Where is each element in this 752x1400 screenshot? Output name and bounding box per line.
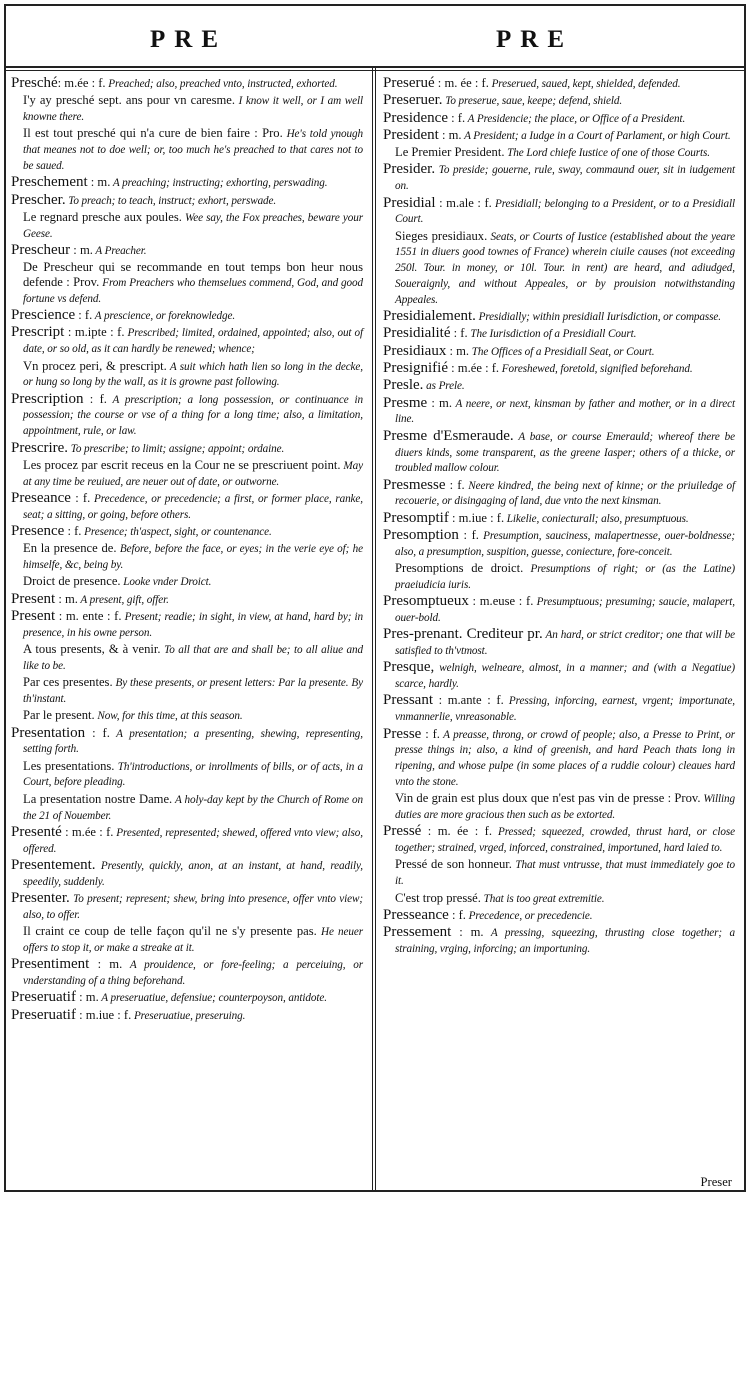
english-gloss: Presented, represented; shewed, offered vnto view; also, offered. [23, 826, 363, 855]
headword: Prescription [11, 390, 84, 407]
dictionary-entry [383, 478, 735, 510]
english-gloss: Preached; also, preached vnto, instructed, exhorted. [105, 78, 338, 90]
grammar-note: : m.ale : f. [435, 195, 492, 210]
english-gloss: Present; readie; in sight, in view, at hand, hard by; in presence, in his owne person. [23, 611, 363, 639]
dictionary-entry [11, 76, 363, 92]
grammar-note: : m.ée : f. [61, 824, 114, 839]
english-gloss: The Offices of a Presidiall Seat, or Court. [469, 345, 655, 358]
dictionary-entry [383, 429, 735, 476]
headword: Presme [383, 394, 428, 411]
english-gloss: A Presidencie; the place, or Office of a President. [465, 112, 686, 125]
headword: Presentation [11, 724, 86, 741]
dictionary-entry [383, 128, 735, 144]
dictionary-entry [383, 627, 735, 659]
headword: Presenter. [11, 890, 70, 907]
grammar-note: : m.iue : f. [448, 510, 505, 525]
dictionary-entry [11, 726, 363, 758]
sub-entry [383, 229, 735, 308]
dictionary-entry [11, 308, 363, 324]
sub-entry [11, 541, 363, 573]
headword: Presmesse [383, 476, 446, 493]
english-gloss: To preserue, saue, keepe; defend, shield. [442, 95, 623, 108]
dictionary-entry [383, 111, 735, 127]
dictionary-entry [383, 309, 735, 325]
grammar-note: : m. [446, 343, 470, 358]
french-phrase: Les presentations. [23, 758, 115, 773]
sub-entry [11, 574, 363, 590]
headword: Preseance [11, 489, 71, 506]
sub-entry [383, 561, 735, 593]
english-gloss: He's told ynough that meanes not to doe well; or, too much he's preached to that cares not to be saued. [23, 128, 363, 172]
english-gloss: The Lord chiefe Iustice of one of those Courts. [504, 147, 710, 160]
headword: Pressement [383, 924, 452, 941]
grammar-note: : f. [64, 524, 82, 539]
english-gloss: Likelie, coniecturall; also, presumptuous. [504, 512, 689, 525]
headword: Pressant [383, 692, 433, 709]
sub-entry [11, 675, 363, 707]
english-gloss: Precedence, or precedencie; a first, or former place, ranke, seat; a sitting, or going, before others. [23, 492, 363, 521]
dictionary-entry [11, 243, 363, 259]
english-gloss: Presently, quickly, anon, at an instant, at hand, readily, speedily, suddenly. [23, 859, 363, 888]
grammar-note: : m. [70, 242, 93, 257]
sub-entry [11, 93, 363, 125]
headword: Presence [11, 523, 65, 540]
headword: Presidialement. [383, 308, 476, 325]
dictionary-entry [11, 990, 363, 1006]
dictionary-entry [11, 193, 363, 209]
english-gloss: welnigh, welneare, almost, in a manner; and (with a Negatiue) scarce, hardly. [395, 662, 735, 691]
english-gloss: Presumption, sauciness, malapertnesse, ouer-boldnesse; also, a presumption, suspition, guesse, coniecture, fore-conceit. [395, 530, 735, 558]
sub-entry [11, 359, 363, 391]
english-gloss: A holy-day kept by the Church of Rome on the 21 of Nouember. [23, 793, 363, 822]
dictionary-entry [383, 908, 735, 924]
english-gloss: Th'introductions, or inrollments of bills, or of acts, in a Court, before pleading. [23, 760, 363, 789]
grammar-note: : f. [83, 391, 107, 406]
french-phrase: C'est trop pressé. [395, 890, 481, 905]
english-gloss: Preserued, saued, kept, shielded, defended. [488, 78, 681, 90]
english-gloss: Prescribed; limited, ordained, appointed; also, out of date, or so old, as it can hardly be renewed; whence; [23, 327, 363, 356]
dictionary-entry [11, 858, 363, 890]
french-phrase: Sieges presidiaux. [395, 228, 488, 243]
headword: Presider. [383, 161, 436, 178]
headword: Prescheur [11, 241, 71, 258]
english-gloss: By these presents, or present letters: Par la presente. By th'instant. [23, 677, 364, 705]
headword: President [383, 126, 439, 143]
french-phrase: De Prescheur qui se recommande en tout temps bon heur nous defende : Prov. [23, 260, 363, 290]
dictionary-entry [383, 824, 735, 856]
english-gloss: Presidially; within presidiall Iurisdiction, or compasse. [475, 311, 721, 324]
headword: Presomptif [383, 509, 449, 526]
headword: Pres-prenant. Crediteur pr. [383, 626, 543, 643]
english-gloss: as Prele. [423, 380, 465, 393]
french-phrase: Pressé de son honneur. [395, 857, 512, 872]
grammar-note: : f. [447, 110, 466, 125]
english-gloss: Foreshewed, foretold, signified beforehand. [499, 363, 693, 376]
grammar-note: : m. [87, 175, 111, 190]
sub-entry [11, 792, 363, 824]
dictionary-entry [11, 891, 363, 923]
dictionary-entry [11, 957, 363, 989]
english-gloss: To preside; gouerne, rule, sway, commaund ouer, sit in iudgement on. [395, 164, 735, 193]
headword: Preseruatif [11, 1006, 76, 1023]
column-divider-inner [375, 66, 376, 1192]
english-gloss: A suit which hath lien so long in the decke, or hung so long by the wall, as it is growne past following. [23, 360, 363, 389]
dictionary-entry [383, 344, 735, 360]
sub-entry [11, 126, 363, 173]
english-gloss: A President; a Iudge in a Court of Parlament, or high Court. [461, 129, 731, 142]
french-phrase: Le Premier President. [395, 145, 505, 160]
dictionary-entry [383, 361, 735, 377]
grammar-note: : m. ente : f. [55, 609, 122, 623]
english-gloss: Pressed; squeezed, crowded, thrust hard, or close together; strained, vrged, inforced, constrained, importuned, hard laied to. [395, 826, 735, 855]
headword: Presidialité [383, 325, 451, 342]
french-phrase: Vn procez peri, & prescript. [23, 358, 167, 373]
english-gloss: Neere kindred, the being next of kinne; or the priuiledge of recouerie, or disingaging of land, due vnto the next kinsman. [395, 479, 736, 508]
sub-entry [11, 759, 363, 791]
french-phrase: Il craint ce coup de telle façon qu'il ne s'y presente pas. [23, 924, 317, 939]
grammar-note: : m.euse : f. [468, 594, 534, 609]
english-gloss: Precedence, or precedencie. [465, 909, 593, 922]
grammar-note: : f. [450, 326, 468, 341]
english-gloss: A preseruatiue, defensiue; counterpoyson, antidote. [98, 992, 327, 1005]
english-gloss: Looke vnder Droict. [120, 576, 212, 589]
english-gloss: A prescience, or foreknowledge. [92, 310, 236, 323]
grammar-note: : m.ipte : f. [64, 325, 125, 340]
dictionary-entry [383, 93, 735, 109]
headword: Presentiment [11, 956, 90, 973]
english-gloss: A pressing, squeezing, thrusting close together; a straining, vrging, inforcing; an importuning. [395, 927, 735, 955]
sub-entry [383, 791, 735, 823]
english-gloss: From Preachers who themselues commend, God, and good fortune vs defend. [23, 277, 363, 305]
english-gloss: A preasse, throng, or crowd of people; also, a Presse to Print, or presse things in; also, a kind of greenish, and hard Peach thats long in ripening, and whose pulpe (in some places of a ruddie colour) cleaues hard vnto the stone. [395, 728, 735, 788]
english-gloss: That is too great extremitie. [480, 892, 605, 905]
sub-entry [11, 642, 363, 674]
french-phrase: La presentation nostre Dame. [23, 791, 173, 806]
french-phrase: Les procez par escrit receus en la Cour ne se prescriuent point. [23, 457, 341, 472]
headword: Presentement. [11, 856, 96, 873]
french-phrase: Presomptions de droict. [395, 561, 524, 576]
grammar-note: : m. [55, 591, 78, 606]
english-gloss: Before, before the face, or eyes; in the verie eye of; he himselfe, &c, being by. [23, 543, 363, 572]
dictionary-entry [383, 511, 735, 527]
grammar-note: : f. [85, 725, 110, 740]
headword: Preseruatif [11, 989, 76, 1006]
headword: Prescher. [11, 191, 66, 208]
english-gloss: The Iurisdiction of a Presidiall Court. [467, 328, 637, 341]
headword: Pressé [383, 823, 422, 840]
dictionary-entry [11, 592, 363, 608]
french-phrase: Vin de grain est plus doux que n'est pas vin de presse : Prov. [395, 791, 701, 806]
sub-entry [383, 857, 735, 889]
headword: Prescience [11, 307, 76, 324]
running-head-right: PRE [496, 26, 573, 53]
right-column [383, 76, 735, 958]
headword: Presché [11, 75, 58, 91]
grammar-note: : m. [89, 957, 123, 972]
english-gloss: A prescription; a long possession, or continuance in possession; the course or vse of a thing for a long time; also, a limitation, appointment, rule, or law. [23, 393, 363, 438]
english-gloss: Seats, or Courts of Iustice (established about the yeare 1551 in diuers good townes of France) wherein ciuile causes (not exceeding 250l. Tour. in money, or 10l. Tour. in rent) are heard, and adiudged, Soueraignly, and without Appeales, or by prouision notwithstanding Appeales. [395, 230, 735, 306]
sub-entry [383, 145, 735, 161]
grammar-note: : m. ée : f. [434, 76, 489, 90]
sub-entry [383, 891, 735, 907]
headword: Presenté [11, 823, 62, 840]
english-gloss: A presentation; a presenting, shewing, representing, setting forth. [23, 727, 364, 756]
english-gloss: Presence; th'aspect, sight, or countenance. [81, 526, 272, 539]
grammar-note: : f. [458, 528, 479, 543]
dictionary-entry [11, 175, 363, 191]
dictionary-entry [11, 609, 363, 641]
grammar-note: : m.ée : f. [448, 361, 500, 376]
headword: Preschement [11, 174, 88, 191]
english-gloss: Presumptions of right; or (as the Latine) praeiudicia iuris. [395, 563, 735, 591]
dictionary-entry [11, 325, 363, 357]
english-gloss: To prescribe; to limit; assigne; appoint; ordaine. [68, 442, 285, 455]
dictionary-entry [11, 1008, 363, 1024]
dictionary-entry [383, 76, 735, 92]
english-gloss: Preseruatiue, preseruing. [131, 1009, 246, 1022]
dictionary-entry [11, 524, 363, 540]
dictionary-entry [383, 925, 735, 957]
english-gloss: Presumptuous; presuming; saucie, malapert, ouer-bold. [395, 596, 735, 624]
grammar-note: : m. [427, 395, 452, 410]
english-gloss: Wee say, the Fox preaches, beware your Geese. [23, 211, 363, 240]
headword: Present [11, 590, 56, 607]
sub-entry [11, 210, 363, 242]
dictionary-entry [383, 378, 735, 394]
grammar-note: : m. [438, 127, 462, 142]
grammar-note: : m. ée : f. [421, 824, 492, 839]
english-gloss: Pressing, inforcing, earnest, vrgent; importunate, vnmannerlie, vnreasonable. [395, 695, 736, 724]
english-gloss: An hard, or strict creditor; one that will be satisfied to th'vtmost. [395, 629, 735, 658]
dictionary-entry [11, 441, 363, 457]
headword: Presomptueux [383, 593, 469, 610]
english-gloss: To present; represent; shew, bring into presence, offer vnto view; also, to offer. [23, 893, 363, 921]
english-gloss: Presidiall; belonging to a President, or to a Presidiall Court. [395, 197, 735, 226]
french-phrase: Il est tout presché qui n'a cure de bien faire : Pro. [23, 126, 283, 141]
grammar-note: : m.ante : f. [433, 693, 504, 708]
headword: Presseance [383, 906, 449, 923]
headword: Presidiaux [383, 342, 447, 359]
headword: Presle. [383, 377, 424, 394]
english-gloss: May at any time be reuiued, are neuer out of date, or outworne. [23, 459, 363, 488]
dictionary-entry [383, 162, 735, 194]
sub-entry [11, 924, 363, 956]
french-phrase: En la presence de. [23, 541, 117, 556]
grammar-note: : f. [70, 490, 91, 505]
english-gloss: A prouidence, or fore-feeling; a perceiuing, or vnderstanding of a thing beforehand. [23, 959, 363, 988]
catchword: Preser [700, 1175, 732, 1189]
dictionary-entry [383, 727, 735, 790]
dictionary-entry [11, 392, 363, 439]
english-gloss: A neere, or next, kinsman by father and mother, or in a direct line. [395, 397, 735, 426]
grammar-note: : f. [75, 308, 93, 323]
french-phrase: Le regnard presche aux poules. [23, 209, 182, 224]
dictionary-entry [383, 196, 735, 228]
dictionary-entry [383, 326, 735, 342]
headword: Presque, [383, 659, 435, 676]
headword: Presomption [383, 527, 459, 544]
english-gloss: A present, gift, offer. [77, 593, 169, 606]
dictionary-entry [11, 825, 363, 857]
headword: Prescript [11, 324, 65, 341]
headword: Presidial [383, 194, 436, 211]
headword: Preserué [383, 75, 435, 91]
sub-entry [11, 260, 363, 306]
english-gloss: To all that are and shall be; to all aliue and like to be. [23, 644, 363, 672]
english-gloss: Willing duties are more gracious then such as be extorted. [395, 793, 735, 822]
left-column [11, 76, 363, 1025]
french-phrase: I'y ay presché sept. ans pour vn caresme. [23, 93, 236, 108]
english-gloss: He neuer offers to stop it, or make a streake at it. [23, 926, 363, 954]
english-gloss: A base, or course Emerauld; whereof there be diuers kinds, some transparent, as the greene Iasper; others of a thicke, or troubled mallow colour. [395, 430, 735, 475]
dictionary-entry [11, 491, 363, 523]
headword: Present [11, 608, 56, 624]
grammar-note: : m. [451, 925, 484, 940]
headword: Presme d'Esmeraude. [383, 427, 514, 444]
sub-entry [11, 458, 363, 490]
dictionary-entry [383, 396, 735, 428]
english-gloss: A Preacher. [92, 244, 147, 257]
headword: Presidence [383, 109, 448, 126]
grammar-note: : f. [445, 477, 465, 492]
french-phrase: Par ces presentes. [23, 675, 113, 690]
headword: Presse [383, 725, 422, 742]
dictionary-entry [383, 528, 735, 560]
dictionary-entry [383, 594, 735, 626]
grammar-note: : m. [75, 990, 99, 1005]
grammar-note: : f. [421, 726, 440, 741]
english-gloss: That must vntrusse, that must immediately goe to it. [395, 859, 735, 888]
headword: Prescrire. [11, 439, 69, 456]
headword: Presignifié [383, 360, 448, 377]
grammar-note: : f. [448, 907, 466, 922]
french-phrase: Droict de presence. [23, 574, 121, 589]
english-gloss: A preaching; instructing; exhorting, perswading. [110, 177, 328, 190]
headword: Preseruer. [383, 92, 443, 109]
column-divider [372, 66, 373, 1192]
sub-entry [11, 708, 363, 724]
english-gloss: I know it well, or I am well knowne there. [23, 95, 363, 124]
english-gloss: To preach; to teach, instruct; exhort, perswade. [65, 194, 277, 207]
dictionary-entry [383, 693, 735, 725]
french-phrase: A tous presents, & à venir. [23, 642, 161, 657]
english-gloss: Now, for this time, at this season. [94, 710, 243, 723]
grammar-note: : m.ée : f. [57, 76, 106, 90]
dictionary-entry [383, 660, 735, 692]
grammar-note: : m.iue : f. [75, 1007, 132, 1022]
running-head-left: PRE [150, 26, 227, 53]
french-phrase: Par le present. [23, 708, 95, 723]
